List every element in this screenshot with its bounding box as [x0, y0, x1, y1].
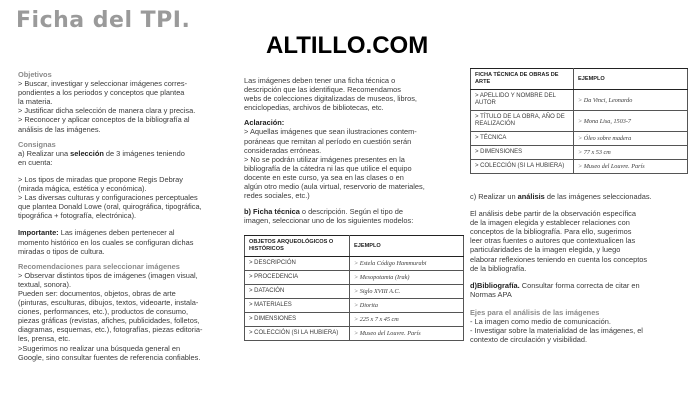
- recom-line: >Sugerimos no realizar una búsqueda general en: [18, 343, 181, 353]
- tipos-line: > Las diversas culturas y configuraciones perceptuales: [18, 193, 198, 203]
- table-row: [245, 271, 464, 285]
- objetivos-heading: Objetivos: [18, 70, 52, 79]
- importante-label: Importante:: [18, 228, 59, 238]
- table-header-cell: FICHA TÉCNICA DE OBRAS DE ARTE: [471, 69, 574, 90]
- analisis-line: conceptos de la bibliografía. Para ello, sugerimos: [470, 227, 632, 237]
- watermark-text: ALTILLO.COM: [266, 32, 429, 59]
- objetivos-line: > Reconocer y aplicar conceptos de la bibliografía al: [18, 115, 190, 125]
- table-cell: > MATERIALES: [245, 299, 350, 313]
- analisis-post: de las imágenes seleccionadas.: [544, 192, 652, 201]
- objetivos-line: > Justificar dicha selección de manera clara y precisa.: [18, 106, 196, 116]
- consigna-a: [18, 149, 240, 158]
- tipos-line: (mirada mágica, estética y económica).: [18, 184, 147, 194]
- table-cell: > Mesopotamia (Irak): [350, 271, 464, 285]
- objetos-table: [244, 235, 464, 341]
- ejes-line: - Investigar sobre la materialidad de las imágenes, el: [470, 326, 643, 336]
- table-row: [471, 132, 688, 146]
- bibliografia-label: d)Bibliografía.: [470, 280, 520, 290]
- aclaracion-line: docente en este curso, ya sea en las clases o en: [244, 172, 404, 182]
- table-row: [471, 160, 688, 174]
- consigna-a-line2: en cuenta:: [18, 157, 53, 167]
- bibliografia: [470, 281, 692, 290]
- table-cell: > 77 x 53 cm: [574, 146, 688, 160]
- table-cell: > Diorita: [350, 299, 464, 313]
- recom-line: Pueden ser: documentos, objetos, obras de arte: [18, 288, 176, 298]
- table-row: [245, 257, 464, 271]
- table-row: [245, 327, 464, 341]
- consignas-heading: Consignas: [18, 139, 56, 149]
- recom-line: (pinturas, esculturas, dibujos, textos, videoarte, instala-: [18, 298, 199, 308]
- bibliografia-rest: Consultar forma correcta de citar en: [519, 280, 640, 290]
- table-header-cell: EJEMPLO: [574, 69, 688, 90]
- table-row: [245, 299, 464, 313]
- table-cell: > TÉCNICA: [471, 132, 574, 146]
- analisis-line: de la bibliografía.: [470, 263, 527, 273]
- ejes-line: contexto de circulación y visibilidad.: [470, 335, 588, 345]
- analisis-line: elaborar reflexiones teniendo en cuenta los conceptos: [470, 254, 648, 264]
- column-middle: [244, 76, 466, 341]
- ficha-bold: Ficha técnica: [253, 207, 300, 217]
- objetivos-line: análisis de las imágenes.: [18, 124, 101, 134]
- table-cell: > TÍTULO DE LA OBRA, AÑO DE REALIZACIÓN: [471, 111, 574, 132]
- table-cell: > COLECCIÓN (SI LA HUBIERA): [245, 327, 350, 341]
- consigna-a-pre: a) Realizar una: [18, 148, 71, 158]
- consigna-a-bold: selección: [70, 148, 104, 158]
- ficha-tecnica: [244, 207, 466, 216]
- table-cell: > Siglo XVIII A.C.: [350, 285, 464, 299]
- objetivos-line: pondientes a los periodos y conceptos que plantea: [18, 88, 185, 98]
- table-cell: > Óleo sobre madera: [574, 132, 688, 146]
- obras-arte-table: [470, 68, 688, 174]
- importante-line: momento histórico en los cuales se configuran dichas: [18, 237, 194, 247]
- recom-line: Google, sino consultar fuentes de referencia confiables.: [18, 352, 201, 362]
- intro-line: webs de colecciones digitalizadas de museos, libros,: [244, 94, 417, 104]
- importante-line: miradas o tipos de cultura.: [18, 246, 105, 256]
- table-cell: > DESCRIPCIÓN: [245, 257, 350, 271]
- analisis-line: El análisis debe partir de la observación específica: [470, 209, 636, 219]
- recomendaciones-heading: Recomendaciones para seleccionar imágenes: [18, 261, 180, 271]
- recom-line: > Observar distintos tipos de imágenes (imagen visual,: [18, 270, 198, 280]
- table-cell: > PROCEDENCIA: [245, 271, 350, 285]
- recom-line: textual, sonora).: [18, 279, 71, 289]
- ficha-pre: b): [244, 207, 254, 217]
- recom-line: diagramas, esquemas, etc.), fotografías, piezas editoria-: [18, 325, 203, 335]
- tipos-line: > Los tipos de miradas que propone Regis Debray: [18, 174, 183, 184]
- intro-line: descripción que las identifique. Recomendamos: [244, 85, 401, 95]
- ficha-post: o descripción. Según el tipo de: [299, 207, 403, 217]
- objetivos-line: la materia.: [18, 97, 53, 107]
- ficha-line2: imagen, seleccionar uno de los siguientes modelos:: [244, 216, 414, 226]
- bibliografia-line2: Normas APA: [470, 289, 512, 299]
- aclaracion-line: redes sociales, etc.): [244, 191, 310, 201]
- analisis-pre: c) Realizar un: [470, 192, 518, 201]
- aclaracion-line: bibliografía de la cátedra ni las que utilice el equipo: [244, 163, 412, 173]
- recom-line: ciones, performances, etc.), productos de consumo,: [18, 307, 189, 317]
- aclaracion-line: poráneas que remitan al período en cuestión serán: [244, 136, 412, 146]
- column-left: [18, 66, 240, 362]
- intro-line: Las imágenes deben tener una ficha técnica o: [244, 76, 396, 85]
- consigna-a-post: de 3 imágenes teniendo: [103, 148, 185, 158]
- aclaracion-line: > Aquellas imágenes que sean ilustraciones contem-: [244, 127, 417, 137]
- aclaracion-line: consideradas erróneas.: [244, 145, 322, 155]
- table-cell: > DIMENSIONES: [245, 313, 350, 327]
- table-cell: > Museo del Louvre. París: [574, 160, 688, 174]
- page-title: Ficha del TPI.: [16, 8, 191, 33]
- analisis-line: particularidades de la imagen elegida, y luego: [470, 245, 621, 255]
- table-row: [471, 146, 688, 160]
- table-cell: > COLECCIÓN (SI LA HUBIERA): [471, 160, 574, 174]
- table-row: [245, 285, 464, 299]
- table-cell: > Museo del Louvre. París: [350, 327, 464, 341]
- table-row: [471, 111, 688, 132]
- table-cell: > Estela Código Hammurabi: [350, 257, 464, 271]
- intro-line: enciclopedias, archivos de bibliotecas, etc.: [244, 103, 384, 113]
- analisis-consigna: [470, 192, 692, 201]
- table-cell: > DATACIÓN: [245, 285, 350, 299]
- table-header-cell: OBJETOS ARQUEOLÓGICOS O HISTÓRICOS: [245, 236, 350, 257]
- table-row: [471, 90, 688, 111]
- aclaracion-heading: Aclaración:: [244, 118, 285, 128]
- table-cell: > Mona Lisa, 1503-7: [574, 111, 688, 132]
- column-right: [470, 68, 692, 344]
- importante-note: [18, 228, 240, 237]
- table-header-row: [245, 236, 464, 257]
- analisis-bold: análisis: [517, 192, 545, 201]
- analisis-line: de la imagen elegida y establecer relaciones con: [470, 218, 630, 228]
- table-cell: > 225 x 7 x 45 cm: [350, 313, 464, 327]
- tipos-line: que plantea Donald Lowe (oral, quirográfica, tipográfica,: [18, 202, 202, 212]
- table-cell: > Da Vinci, Leonardo: [574, 90, 688, 111]
- ejes-line: - La imagen como medio de comunicación.: [470, 317, 611, 327]
- aclaracion-line: algún otro medio (aula virtual, reservorio de materiales,: [244, 182, 425, 192]
- table-cell: > DIMENSIONES: [471, 146, 574, 160]
- aclaracion-line: > No se podrán utilizar imágenes presentes en la: [244, 154, 405, 164]
- analisis-line: leer otras fuentes o autores que contextualicen las: [470, 236, 636, 246]
- objetivos-line: > Buscar, investigar y seleccionar imágenes corres-: [18, 79, 188, 89]
- table-header-row: [471, 69, 688, 90]
- ejes-heading: Ejes para el análisis de las imágenes: [470, 307, 600, 317]
- recom-line: les, prensa, etc.: [18, 334, 71, 344]
- importante-rest: Las imágenes deben pertenecer al: [58, 228, 175, 238]
- table-cell: > APELLIDO Y NOMBRE DEL AUTOR: [471, 90, 574, 111]
- recom-line: piezas gráficas (revistas, afiches, publicidades, folletos,: [18, 316, 200, 326]
- table-header-cell: EJEMPLO: [350, 236, 464, 257]
- tipos-line: tipográfica + fotografía, electrónica).: [18, 211, 137, 221]
- table-row: [245, 313, 464, 327]
